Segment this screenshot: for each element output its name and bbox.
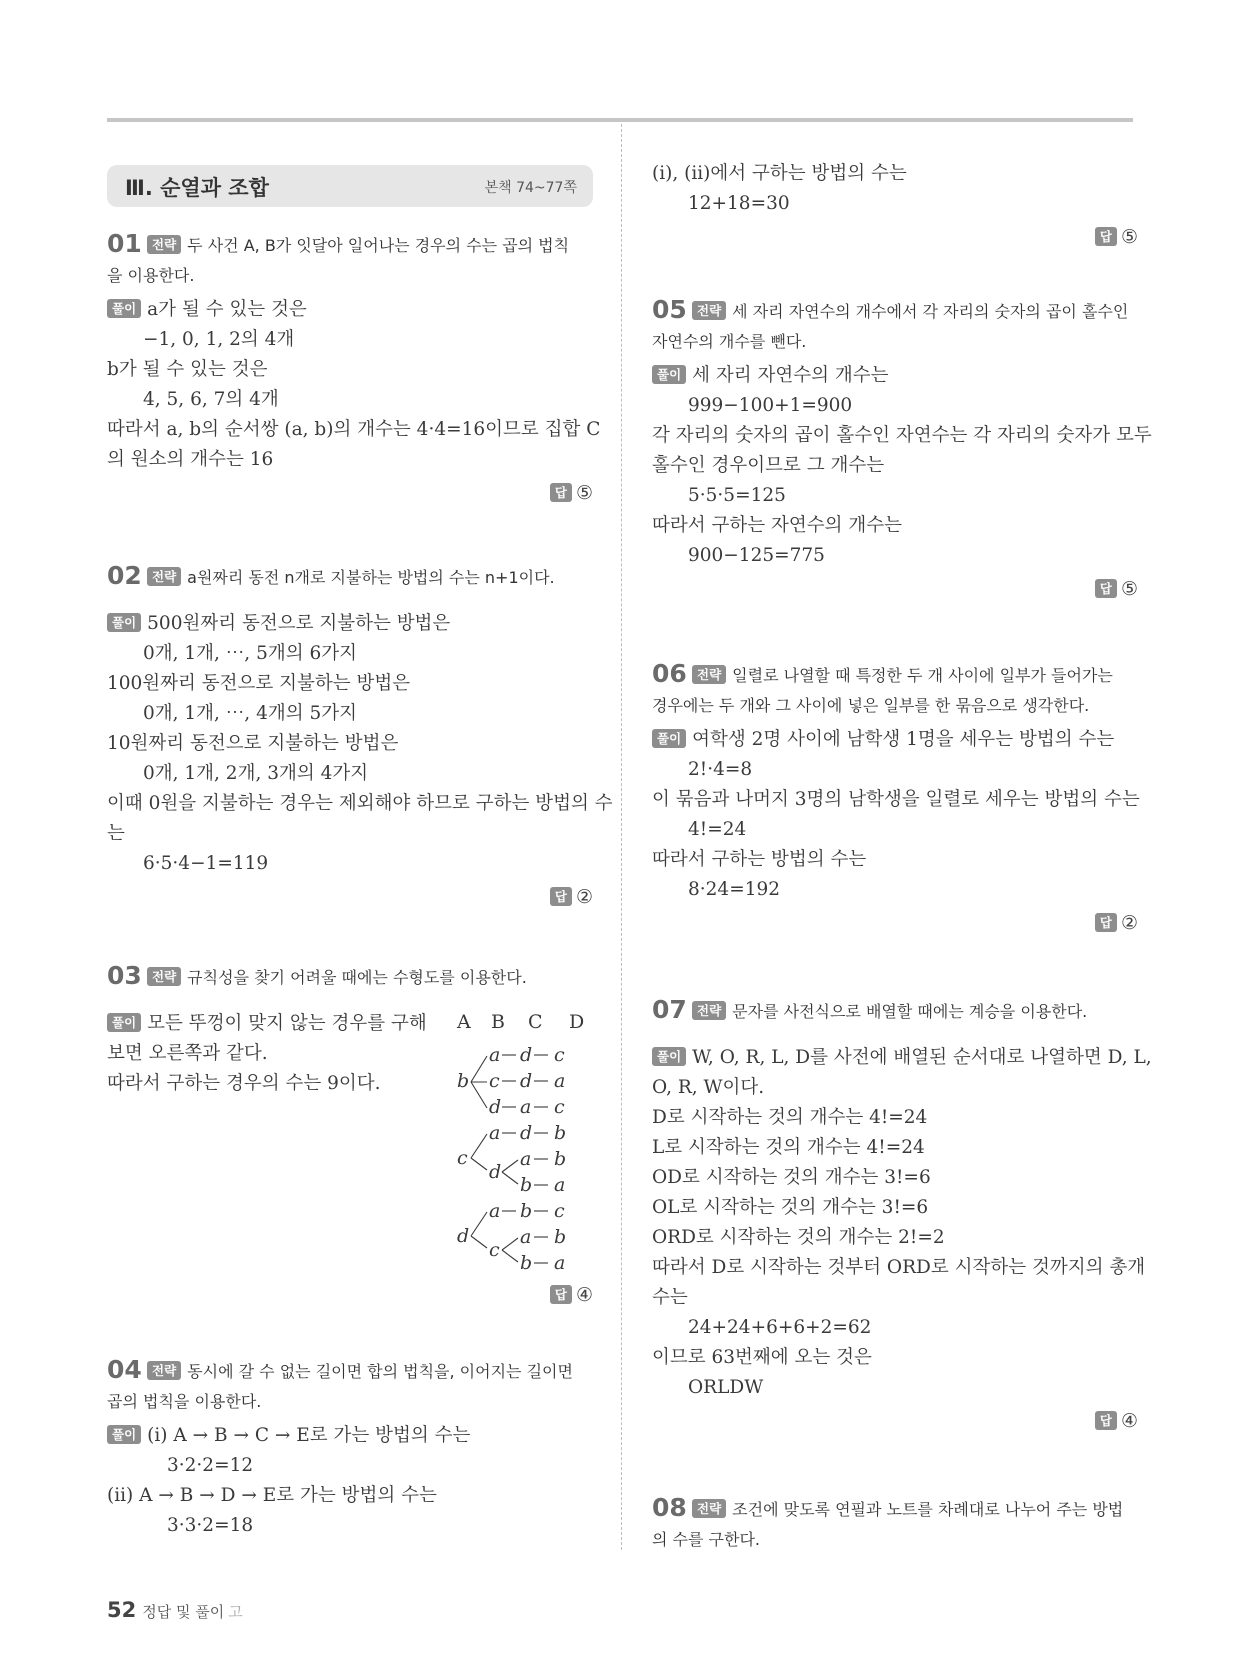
solution-line: OD로 시작하는 것의 개수는 3!=6 (652, 1167, 931, 1188)
solution-line: 3·2·2=12 (167, 1455, 254, 1476)
tree-node: d (520, 1070, 533, 1092)
footer-text: 정답 및 풀이 (142, 1603, 225, 1621)
solution-line: 4, 5, 6, 7의 4개 (143, 389, 279, 410)
strategy-line: 곱의 법칙을 이용한다. (107, 1392, 262, 1411)
tree-header (456, 1011, 584, 1033)
tree-node: a (489, 1200, 501, 1222)
solution-line: 이 묶음과 나머지 3명의 남학생을 일렬로 세우는 방법의 수는 (652, 789, 1140, 810)
strategy-line: 전략 두 사건 A, B가 잇달아 일어나는 경우의 수는 곱의 법칙 (147, 234, 569, 258)
solution-line: 풀이 a가 될 수 있는 것은 (107, 298, 307, 322)
solution-line: 따라서 구하는 자연수의 개수는 (652, 515, 902, 536)
tree-node: c (554, 1044, 565, 1066)
solution-line: 900−125=775 (688, 545, 825, 566)
tree-branch (502, 1238, 518, 1262)
solution-line: D로 시작하는 것의 개수는 4!=24 (652, 1107, 928, 1128)
answer: 답 ④ (550, 1284, 593, 1306)
solution-line: 따라서 구하는 경우의 수는 9이다. (107, 1073, 381, 1094)
solution-line: 5·5·5=125 (688, 485, 786, 506)
solution-tag: 풀이 (107, 299, 141, 318)
solution-line: 풀이 여학생 2명 사이에 남학생 1명을 세우는 방법의 수는 (652, 728, 1114, 752)
solution-line: 홀수인 경우이므로 그 개수는 (652, 455, 885, 476)
tree-node: c (489, 1239, 500, 1261)
problem-number: 08 (652, 1493, 687, 1522)
strategy-line: 전략 동시에 갈 수 없는 길이면 합의 법칙을, 이어지는 길이면 (147, 1360, 573, 1384)
solution-line: 12+18=30 (688, 193, 790, 214)
strategy-tag: 전략 (692, 301, 726, 320)
answer-tag: 답 (1095, 579, 1117, 598)
solution-line: 는 (107, 823, 125, 844)
solution-line: ORD로 시작하는 것의 개수는 2!=2 (652, 1227, 945, 1248)
strategy-tag: 전략 (147, 567, 181, 586)
tree-node: d (520, 1122, 533, 1144)
tree-header-label: C (528, 1011, 543, 1033)
tree-branch (471, 1056, 487, 1108)
strategy-line: 전략 규칙성을 찾기 어려울 때에는 수형도를 이용한다. (147, 966, 527, 990)
chapter-pages: 본책 74~77쪽 (484, 180, 577, 196)
tree-node: d (457, 1225, 470, 1247)
answer-tag: 답 (1095, 1411, 1117, 1430)
tree-node: a (520, 1226, 532, 1248)
solution-line: 2!·4=8 (688, 759, 753, 780)
solution-line: −1, 0, 1, 2의 4개 (143, 329, 295, 350)
problem-number: 02 (107, 561, 142, 590)
tree-node: b (554, 1122, 567, 1144)
solution-line: 6·5·4−1=119 (143, 853, 269, 874)
solution-line: 0개, 1개, 2개, 3개의 4가지 (143, 763, 369, 784)
solution-line: 0개, 1개, ⋯, 4개의 5가지 (143, 703, 357, 724)
answer: 답 ② (550, 886, 593, 908)
strategy-line: 전략 세 자리 자연수의 개수에서 각 자리의 숫자의 곱이 홀수인 (692, 300, 1128, 324)
tree-node: a (554, 1252, 566, 1270)
answer: 답 ⑤ (1095, 578, 1138, 600)
solution-tag: 풀이 (107, 1425, 141, 1444)
solution-line: 각 자리의 숫자의 곱이 홀수인 자연수는 각 자리의 숫자가 모두 (652, 425, 1152, 446)
tree-node: c (457, 1147, 468, 1169)
answer: 답 ② (1095, 912, 1138, 934)
problem-number: 06 (652, 659, 687, 688)
solution-line: (i), (ii)에서 구하는 방법의 수는 (652, 163, 907, 184)
chapter-header (107, 165, 593, 207)
answer-tag: 답 (1095, 227, 1117, 246)
solution-line: 0개, 1개, ⋯, 5개의 6가지 (143, 643, 357, 664)
solution-line: L로 시작하는 것의 개수는 4!=24 (652, 1137, 925, 1158)
tree-node: a (520, 1148, 532, 1170)
solution-line: 이때 0원을 지불하는 경우는 제외해야 하므로 구하는 방법의 수 (107, 793, 613, 814)
solution-tag: 풀이 (107, 1013, 141, 1032)
tree-node: d (520, 1044, 533, 1066)
tree-header-label: B (491, 1011, 505, 1033)
solution-line: 24+24+6+6+2=62 (688, 1317, 872, 1338)
tree-branch (471, 1134, 487, 1170)
tree-node: a (520, 1096, 532, 1118)
tree-header-label: D (569, 1011, 585, 1033)
solution-line: 999−100+1=900 (688, 395, 853, 416)
problem-number: 04 (107, 1355, 142, 1384)
solution-line: 풀이 W, O, R, L, D를 사전에 배열된 순서대로 나열하면 D, L, (652, 1046, 1152, 1070)
tree-node: b (520, 1174, 533, 1196)
strategy-tag: 전략 (692, 665, 726, 684)
answer-tag: 답 (550, 887, 572, 906)
tree-node: d (489, 1161, 502, 1183)
tree-node: b (554, 1226, 567, 1248)
solution-tag: 풀이 (652, 729, 686, 748)
tree-branch (471, 1212, 487, 1248)
top-rule (107, 118, 1133, 122)
solution-line: (ii) A → B → D → E로 가는 방법의 수는 (107, 1485, 437, 1506)
solution-line: 보면 오른쪽과 같다. (107, 1043, 268, 1064)
column-divider (621, 124, 622, 1550)
solution-tag: 풀이 (652, 1047, 686, 1066)
tree-node: c (554, 1200, 565, 1222)
problem-number: 03 (107, 961, 142, 990)
tree-node: a (489, 1122, 501, 1144)
tree-node: a (554, 1070, 566, 1092)
solution-tag: 풀이 (107, 613, 141, 632)
solution-line: 8·24=192 (688, 879, 781, 900)
solution-line: ORLDW (688, 1377, 764, 1398)
tree-node: d (489, 1096, 502, 1118)
solution-tag: 풀이 (652, 365, 686, 384)
tree-node: a (554, 1174, 566, 1196)
answer-tag: 답 (1095, 913, 1117, 932)
solution-line: 따라서 구하는 방법의 수는 (652, 849, 867, 870)
solution-line: 100원짜리 동전으로 지불하는 방법은 (107, 673, 411, 694)
tree-header-label: A (457, 1011, 471, 1033)
solution-line: 이므로 63번째에 오는 것은 (652, 1347, 872, 1368)
chapter-title: Ⅲ. 순열과 조합 (125, 176, 269, 200)
solution-line: 3·3·2=18 (167, 1515, 254, 1536)
answer: 답 ⑤ (550, 482, 593, 504)
tree-node: a (489, 1044, 501, 1066)
tree-node: b (554, 1148, 567, 1170)
solution-line: 풀이 (i) A → B → C → E로 가는 방법의 수는 (107, 1424, 470, 1448)
solution-line: 10원짜리 동전으로 지불하는 방법은 (107, 733, 399, 754)
problem-number: 01 (107, 229, 142, 258)
tree-branch (502, 1160, 518, 1184)
strategy-tag: 전략 (147, 967, 181, 986)
tree-node: c (554, 1096, 565, 1118)
strategy-line: 을 이용한다. (107, 266, 195, 285)
tree-node: b (457, 1070, 470, 1092)
tree-node: c (489, 1070, 500, 1092)
tree-diagram (455, 1010, 595, 1270)
strategy-line: 전략 a원짜리 동전 n개로 지불하는 방법의 수는 n+1이다. (147, 566, 555, 590)
strategy-line: 자연수의 개수를 뺀다. (652, 332, 807, 351)
solution-line: 4!=24 (688, 819, 747, 840)
solution-line: 수는 (652, 1287, 688, 1308)
answer: 답 ⑤ (1095, 226, 1138, 248)
page-footer (107, 1598, 243, 1622)
strategy-tag: 전략 (692, 1499, 726, 1518)
solution-line: 풀이 모든 뚜껑이 맞지 않는 경우를 구해 (107, 1012, 427, 1036)
strategy-tag: 전략 (147, 1361, 181, 1380)
solution-line: 풀이 500원짜리 동전으로 지불하는 방법은 (107, 612, 450, 636)
solution-line: 풀이 세 자리 자연수의 개수는 (652, 364, 889, 388)
solution-line: b가 될 수 있는 것은 (107, 359, 268, 380)
answer-tag: 답 (550, 1285, 572, 1304)
strategy-line: 전략 조건에 맞도록 연필과 노트를 차례대로 나누어 주는 방법 (692, 1498, 1123, 1522)
solution-line: 따라서 a, b의 순서쌍 (a, b)의 개수는 4·4=16이므로 집합 C (107, 419, 601, 440)
strategy-line: 전략 문자를 사전식으로 배열할 때에는 계승을 이용한다. (692, 1000, 1087, 1024)
solution-line: 따라서 D로 시작하는 것부터 ORD로 시작하는 것까지의 총개 (652, 1257, 1146, 1278)
solution-line: O, R, W이다. (652, 1077, 765, 1098)
strategy-line: 경우에는 두 개와 그 사이에 넣은 일부를 한 묶음으로 생각한다. (652, 696, 1090, 715)
footer-logo: 고 (228, 1603, 243, 1621)
answer: 답 ④ (1095, 1410, 1138, 1432)
strategy-tag: 전략 (147, 235, 181, 254)
solution-line: OL로 시작하는 것의 개수는 3!=6 (652, 1197, 929, 1218)
problem-number: 05 (652, 295, 687, 324)
strategy-line: 전략 일렬로 나열할 때 특정한 두 개 사이에 일부가 들어가는 (692, 664, 1113, 688)
page-number: 52 (107, 1598, 137, 1622)
problem-number: 07 (652, 995, 687, 1024)
solution-line: 의 원소의 개수는 16 (107, 449, 274, 470)
tree-node: b (520, 1200, 533, 1222)
answer-tag: 답 (550, 483, 572, 502)
strategy-line: 의 수를 구한다. (652, 1530, 760, 1549)
strategy-tag: 전략 (692, 1001, 726, 1020)
tree-node: b (520, 1252, 533, 1270)
